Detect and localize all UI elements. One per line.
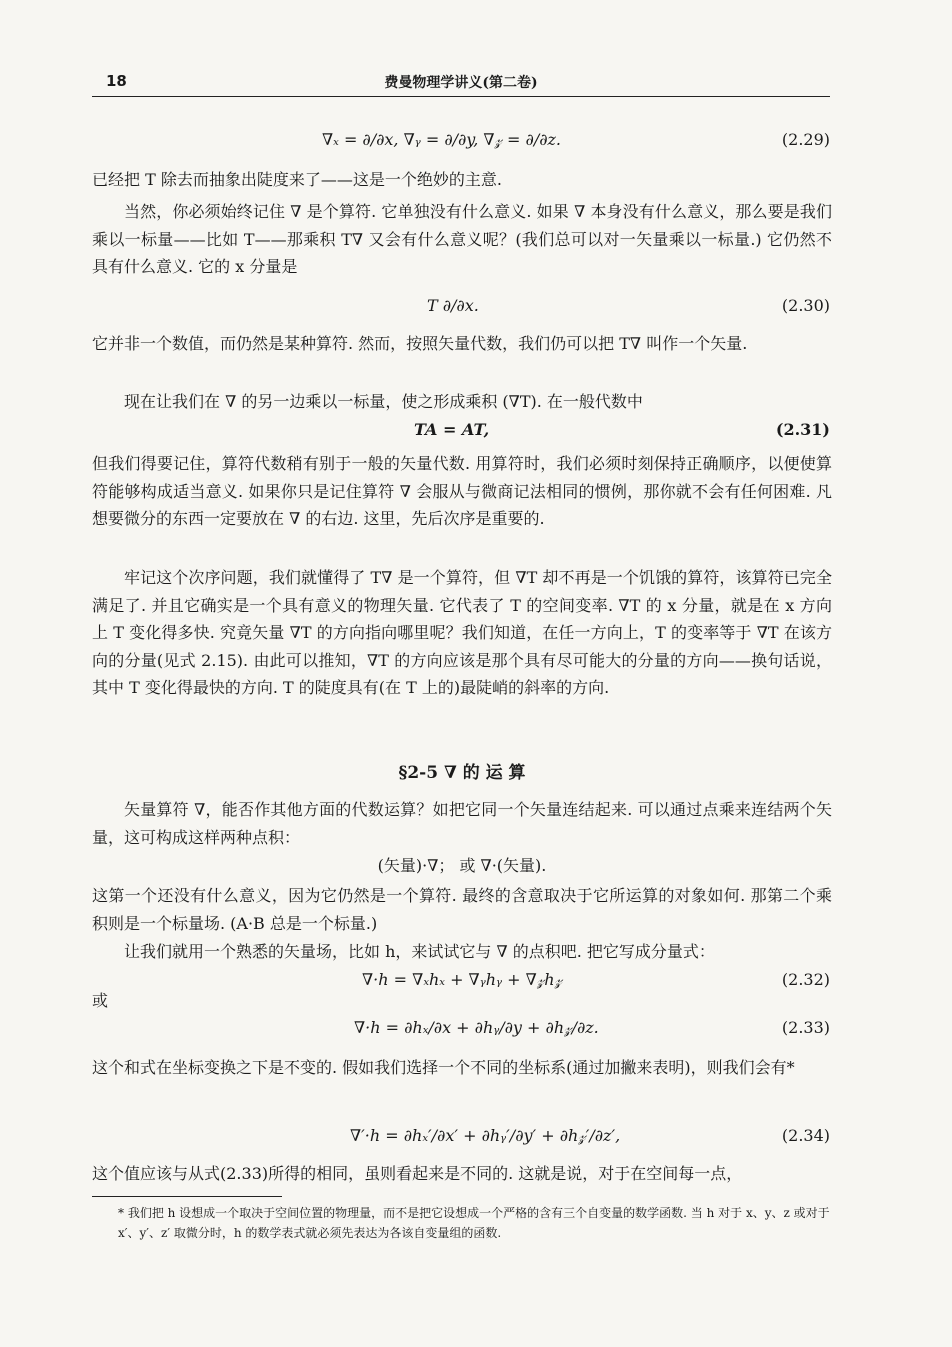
- equation-content: T ∂/∂x.: [427, 296, 479, 315]
- footnote: * 我们把 h 设想成一个取决于空间位置的物理量，而不是把它设想成一个严格的含有三个自变量的数学函数. 当 h 对于 x、y、z 或对于 x′、y′、z′ 取微分时，h 的数学表式就必须先表达为各该自变量组的函数.: [118, 1206, 830, 1240]
- equation-number: (2.32): [781, 970, 830, 989]
- paragraph: 牢记这个次序问题，我们就懂得了 T∇ 是一个算符，但 ∇T 却不再是一个饥饿的算符，该算符已完全满足了. 并且它确实是一个具有意义的物理矢量. 它代表了 T 的空间变率. ∇T 的 x 分量，就是在 x 方向上 T 变化得多快. 究竟矢量 ∇T 的方向指向哪里呢？我们知道，在任一方向上，T 的变率等于 ∇T 在该方向的分量(见式 2.15). 由此可以推知，∇T 的方向应该是那个具有尽可能大的分量的方向——换句话说，其中 T 变化得最快的方向. T 的陡度具有(在 T 上的)最陡峭的斜率的方向.: [92, 568, 832, 697]
- equation-number: (2.31): [775, 420, 830, 439]
- page-number: 18: [106, 72, 127, 90]
- dot-product-forms: (矢量)·∇； 或 ∇·(矢量).: [377, 856, 547, 875]
- equation-2-30: [92, 288, 832, 328]
- equation-2-33: [92, 1010, 832, 1050]
- equation-content: ∇·h = ∇ₓhₓ + ∇ᵧhᵧ + ∇𝓏h𝓏: [362, 970, 563, 989]
- equation-2-32: [92, 962, 832, 1002]
- running-title: 费曼物理学讲义(第二卷): [384, 75, 538, 91]
- equation-2-29: [92, 122, 832, 162]
- or-word: 或: [92, 991, 109, 1010]
- paragraph: 已经把 T 除去而抽象出陡度来了——这是一个绝妙的主意.: [92, 170, 502, 189]
- page-header: [92, 70, 830, 97]
- footnote-rule: [92, 1196, 282, 1197]
- paragraph: 让我们就用一个熟悉的矢量场，比如 h，来试试它与 ∇ 的点积吧. 把它写成分量式：: [124, 942, 715, 961]
- equation-number: (2.30): [781, 296, 830, 315]
- paragraph: 这个值应该与从式(2.33)所得的相同，虽则看起来是不同的. 这就是说，对于在空间每一点，: [92, 1164, 743, 1183]
- paragraph: 矢量算符 ∇，能否作其他方面的代数运算？如把它同一个矢量连结起来. 可以通过点乘来连结两个矢量，这可构成这样两种点积：: [92, 800, 832, 847]
- equation-content: ∇·h = ∂hₓ/∂x + ∂hᵧ/∂y + ∂h𝓏/∂z.: [354, 1018, 599, 1037]
- equation-2-34: [92, 1118, 832, 1158]
- equation-number: (2.34): [781, 1126, 830, 1145]
- paragraph: 当然，你必须始终记住 ∇ 是个算符. 它单独没有什么意义. 如果 ∇ 本身没有什么意义，那么要是我们乘以一标量——比如 T——那乘积 T∇ 又会有什么意义呢？(我们总可以对一矢量乘以一标量.) 它仍然不具有什么意义. 它的 x 分量是: [92, 202, 832, 276]
- paragraph: 现在让我们在 ∇ 的另一边乘以一标量，使之形成乘积 (∇T). 在一般代数中: [124, 392, 643, 411]
- equation-content: ∇′·h = ∂hₓ′/∂x′ + ∂hᵧ′/∂y′ + ∂h𝓏′/∂z′,: [350, 1126, 621, 1145]
- paragraph: 它并非一个数值，而仍然是某种算符. 然而，按照矢量代数，我们仍可以把 T∇ 叫作一个矢量.: [92, 334, 748, 353]
- paragraph: 这第一个还没有什么意义，因为它仍然是一个算符. 最终的含意取决于它所运算的对象如何. 那第二个乘积则是一个标量场. (A·B 总是一个标量.): [92, 886, 832, 933]
- paragraph: 但我们得要记住，算符代数稍有别于一般的矢量代数. 用算符时，我们必须时刻保持正确顺序，以便使算符能够构成适当意义. 如果你只是记住算符 ∇ 会服从与微商记法相同的惯例，那你就不会有任何困难. 凡想要微分的东西一定要放在 ∇ 的右边. 这里，先后次序是重要的.: [92, 454, 832, 528]
- paragraph: 这个和式在坐标变换之下是不变的. 假如我们选择一个不同的坐标系(通过加撇来表明)，则我们会有*: [92, 1058, 795, 1077]
- equation-content: ∇ₓ = ∂/∂x, ∇ᵧ = ∂/∂y, ∇𝓏 = ∂/∂z.: [322, 130, 562, 149]
- equation-number: (2.33): [781, 1018, 830, 1037]
- equation-2-31: [92, 412, 832, 452]
- section-heading: §2-5 ∇ 的 运 算: [398, 763, 526, 783]
- equation-content: TA = AT,: [414, 420, 490, 439]
- equation-number: (2.29): [781, 130, 830, 149]
